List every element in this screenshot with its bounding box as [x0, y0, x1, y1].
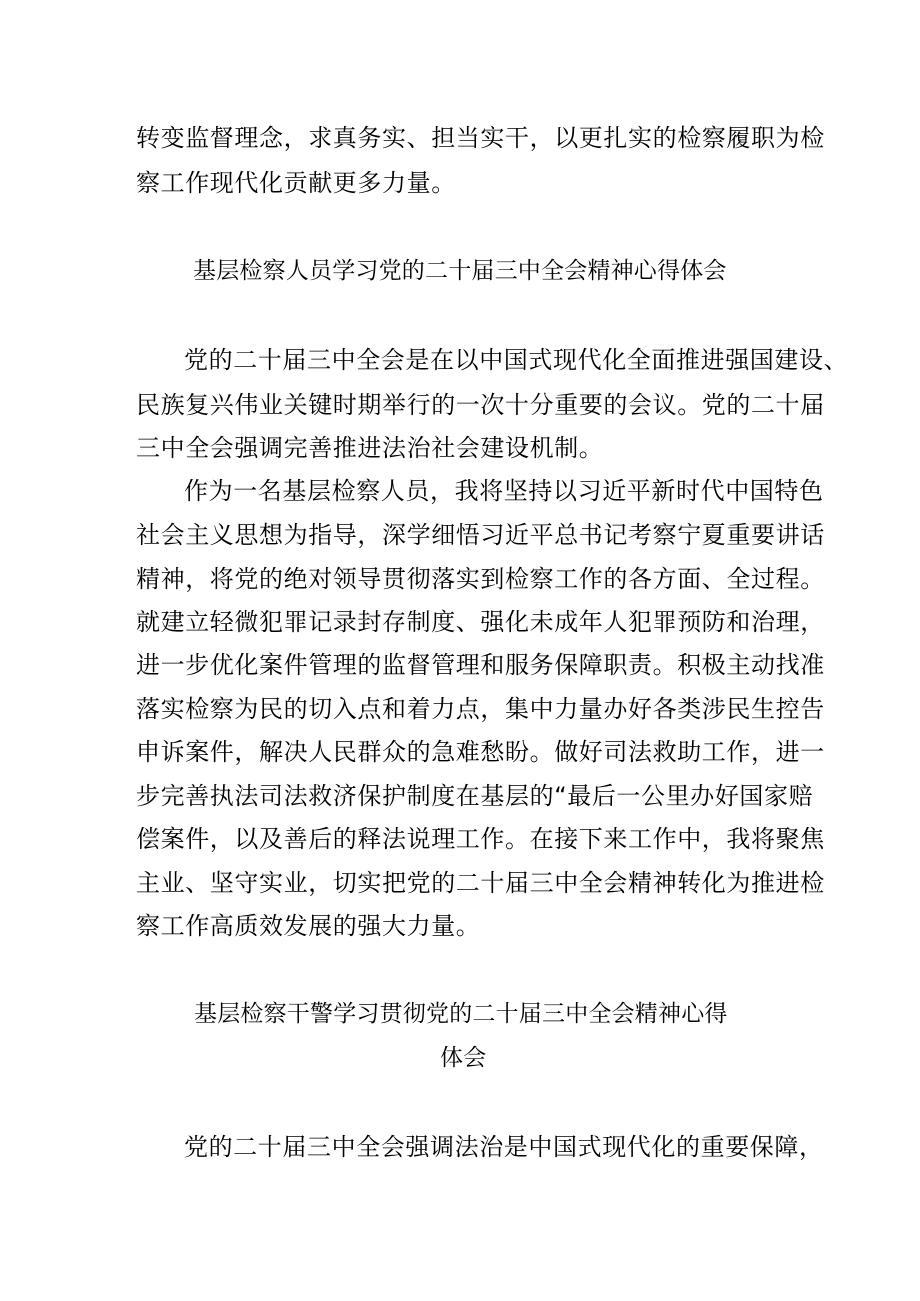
article-title: 基层检察人员学习党的二十届三中全会精神心得体会: [193, 258, 727, 284]
body-text-line: 党的二十届三中全会是在以中国式现代化全面推进强国建设、: [184, 346, 849, 374]
body-text-line: 党的二十届三中全会强调法治是中国式现代化的重要保障，: [184, 1133, 824, 1161]
article-title-continuation: 体会: [440, 1045, 487, 1071]
article-title: 基层检察干警学习贯彻党的二十届三中全会精神心得: [194, 1001, 728, 1027]
body-text-line: 三中全会强调完善推进法治社会建设机制。: [136, 434, 604, 462]
body-text-line: 进一步优化案件管理的监督管理和服务保障职责。积极主动找准: [136, 651, 825, 679]
body-text-line: 步完善执法司法救济保护制度在基层的“最后一公里办好国家赔: [136, 782, 814, 810]
body-text-line: 主业、坚守实业，切实把党的二十届三中全会精神转化为推进检: [136, 869, 825, 897]
body-text-line: 察工作高质效发展的强大力量。: [136, 912, 481, 940]
body-text-line: 申诉案件，解决人民群众的急难愁盼。做好司法救助工作，进一: [136, 738, 825, 766]
body-text-line: 察工作现代化贡献更多力量。: [136, 169, 456, 197]
body-text-line: 作为一名基层检察人员，我将坚持以习近平新时代中国特色: [184, 477, 824, 505]
body-text-line: 民族复兴伟业关键时期举行的一次十分重要的会议。党的二十届: [136, 391, 825, 419]
body-text-line: 落实检察为民的切入点和着力点，集中力量办好各类涉民生控告: [136, 695, 825, 723]
body-text-line: 社会主义思想为指导，深学细悟习近平总书记考察宁夏重要讲话: [136, 521, 825, 549]
body-text-line: 精神，将党的绝对领导贯彻落实到检察工作的各方面、全过程。: [136, 565, 825, 593]
body-text-line: 就建立轻微犯罪记录封存制度、强化未成年人犯罪预防和治理，: [136, 608, 825, 636]
body-text-line: 偿案件，以及善后的释法说理工作。在接下来工作中，我将聚焦: [136, 825, 825, 853]
body-text-line: 转变监督理念，求真务实、担当实干，以更扎实的检察履职为检: [136, 124, 825, 152]
